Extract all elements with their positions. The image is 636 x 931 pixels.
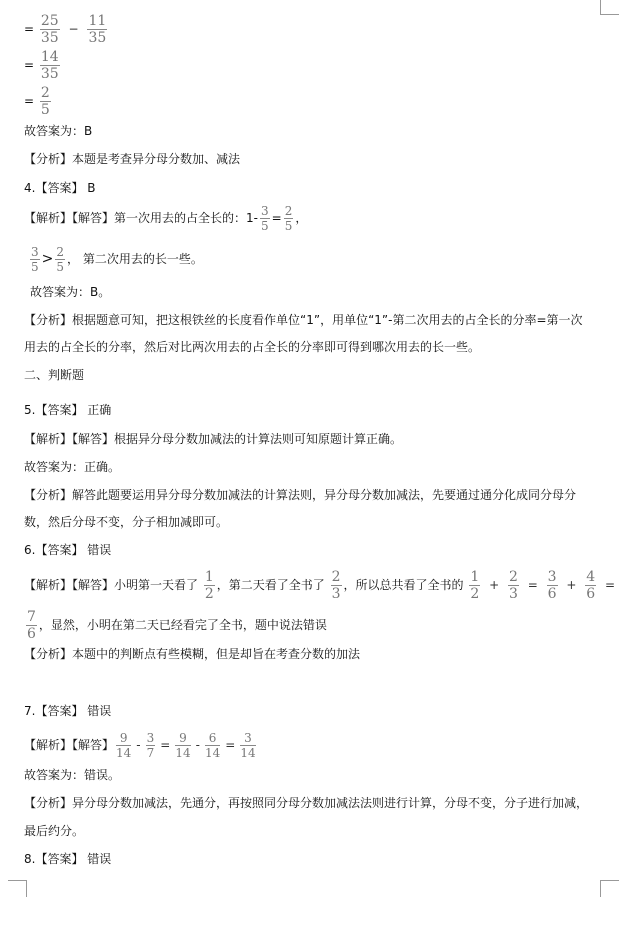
equals-sign: = [24, 94, 35, 108]
fraction: $\frac{9}{14}$ [116, 731, 132, 760]
compare-text: ， 第二次用去的长一些。 [67, 252, 203, 266]
q4-explain-line [24, 205, 307, 232]
q6-explain-line-2 [24, 610, 327, 641]
calc-row-2 [24, 50, 62, 81]
fraction: $\frac{2}{5}$ [284, 204, 293, 233]
fraction: $\frac{2}{3}$ [509, 569, 518, 602]
fraction: $\frac{1}{2}$ [204, 569, 214, 602]
section-heading: 二、判断题 [24, 368, 85, 382]
equals-sign: = [527, 578, 538, 592]
explain-text: ，所以总共看了全书的 [343, 578, 464, 592]
fraction: $\frac{1}{2}$ [470, 569, 480, 602]
explain-text: ， [295, 211, 308, 225]
fraction: $\frac{25}{35}$ [40, 13, 59, 46]
fraction: $\frac{7}{6}$ [27, 609, 36, 642]
fraction: $\frac{2}{5}$ [56, 245, 65, 274]
q5-analysis-line-1: 【分析】解答此题要运用异分母分数加减法的计算法则，异分母分数加减法，先要通过通分化成同分母分 [24, 488, 577, 502]
crop-mark-bottom-left [8, 880, 27, 897]
fraction: $\frac{3}{7}$ [146, 731, 155, 760]
q5-explain-line: 【解析】【解答】根据异分母分数加减法的计算法则可知原题计算正确。 [24, 432, 403, 446]
q7-analysis-line-1: 【分析】异分母分数加减法，先通分，再按照同分母分数加减法法则进行计算，分母不变，分子进行加减， [24, 796, 589, 810]
greater-than-sign: > [41, 251, 54, 267]
fraction: $\frac{2}{3}$ [331, 569, 341, 602]
answer-line: 故答案为：B [24, 124, 93, 138]
plus-sign: + [566, 578, 577, 592]
minus-sign: - [136, 738, 141, 752]
q4-answer-line: 故答案为：B。 [30, 285, 111, 299]
minus-sign: - [195, 738, 200, 752]
equals-sign: = [225, 738, 236, 752]
analysis-line: 【分析】本题是考查异分母分数加、减法 [24, 152, 241, 166]
calc-row-3 [24, 86, 53, 117]
crop-mark-bottom-right [600, 880, 619, 897]
q5-answer-header: 5.【答案】 正确 [24, 403, 112, 417]
q4-compare-line [28, 246, 203, 273]
q7-analysis-line-2: 最后约分。 [24, 824, 85, 838]
q5-answer-line: 故答案为：正确。 [24, 460, 121, 474]
explain-text: 【解析】【解答】 [24, 738, 115, 752]
q7-answer-header: 7.【答案】 错误 [24, 704, 112, 718]
q5-analysis-line-2: 数，然后分母不变，分子相加减即可。 [24, 515, 229, 529]
fraction: $\frac{2}{5}$ [40, 85, 50, 118]
fraction: $\frac{3}{14}$ [240, 731, 256, 760]
fraction: $\frac{6}{14}$ [204, 731, 221, 760]
explain-text: 1- [246, 211, 258, 225]
equals-sign: = [605, 578, 616, 592]
explain-text: ，显然，小明在第二天已经看完了全书，题中说法错误 [38, 618, 327, 632]
q8-answer-header: 8.【答案】 错误 [24, 852, 112, 866]
explain-text: 【解析】【解答】第一次用去的占全长的： [24, 211, 247, 225]
equals-sign: = [24, 58, 35, 72]
explain-text: 【解析】【解答】小明第一天看了 [24, 578, 199, 592]
q7-answer-line: 故答案为：错误。 [24, 768, 121, 782]
plus-sign: + [489, 578, 500, 592]
q4-answer-header: 4.【答案】 B [24, 181, 96, 195]
equals-sign: = [24, 22, 35, 36]
fraction: $\frac{3}{6}$ [547, 569, 557, 602]
fraction: $\frac{3}{5}$ [31, 245, 39, 274]
equals-sign: = [271, 211, 282, 225]
equals-sign: = [160, 738, 171, 752]
calc-row-1 [24, 14, 109, 45]
q4-analysis-line-1: 【分析】根据题意可知，把这根铁丝的长度看作单位“1”，用单位“1”-第二次用去的占全长的分率=第一次 [24, 313, 583, 327]
q6-explain-line [24, 570, 618, 601]
explain-text: ，第二天看了全书了 [216, 578, 325, 592]
q6-analysis-line: 【分析】本题中的判断点有些模糊，但是却旨在考查分数的加法 [24, 647, 361, 661]
q6-answer-header: 6.【答案】 错误 [24, 543, 112, 557]
q7-explain-line [24, 732, 258, 759]
fraction: $\frac{9}{14}$ [175, 731, 191, 760]
fraction: $\frac{14}{35}$ [40, 49, 59, 82]
crop-mark-top-right [600, 0, 619, 15]
minus-sign: − [68, 22, 79, 36]
fraction: $\frac{11}{35}$ [88, 13, 107, 46]
q4-analysis-line-2: 用去的占全长的分率，然后对比两次用去的占全长的分率即可得到哪次用去的长一些。 [24, 340, 481, 354]
fraction: $\frac{4}{6}$ [586, 569, 596, 602]
fraction: $\frac{3}{5}$ [260, 204, 269, 233]
